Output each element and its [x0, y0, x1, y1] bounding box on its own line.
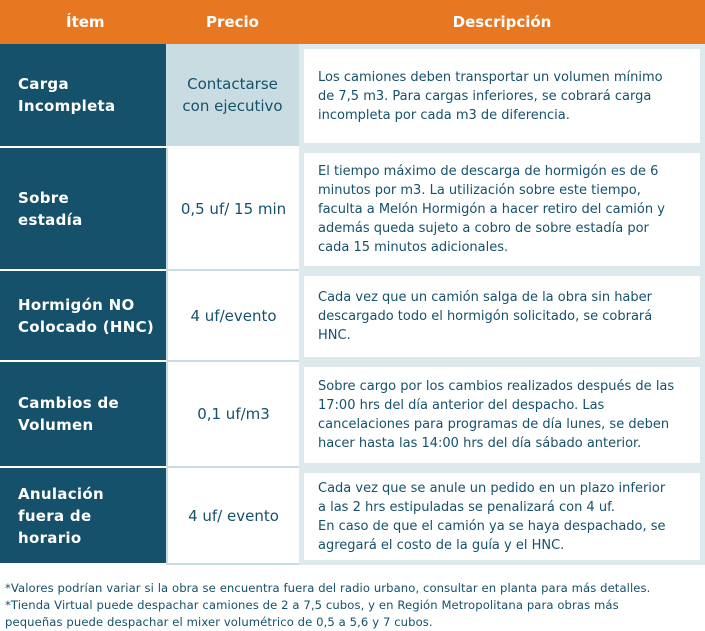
row-price-sobre-estadia: 0,5 uf/ 15 min: [166, 148, 299, 271]
row-description-sobre-estadia: El tiempo máximo de descarga de hormigón es de 6 minutos por m3. La utilización sobre este tiempo, faculta a Melón Hormigón a hacer retiro del camión y además queda sujeto a cobro de sobre estadía por cada 15 minutos adicionales.: [299, 148, 705, 271]
row-item-carga-incompleta: Carga Incompleta: [0, 44, 166, 148]
row-price-cambios-de-volumen: 0,1 uf/m3: [166, 362, 299, 468]
row-item-cambios-de-volumen: Cambios de Volumen: [0, 362, 166, 468]
row-description-cambios-de-volumen: Sobre cargo por los cambios realizados después de las 17:00 hrs del día anterior del despacho. Las cancelaciones para programas de día lunes, se deben hacer hasta las 14:00 hrs del día sábado anterior.: [299, 362, 705, 468]
header-description: Descripción: [299, 0, 705, 44]
footnote-2: *Tienda Virtual puede despachar camiones de 2 a 7,5 cubos, y en Región Metropolitana para obras más pequeñas puede despachar el mixer volumétrico de 0,5 a 5,6 y 7 cubos.: [5, 598, 619, 629]
row-item-sobre-estadia: Sobre estadía: [0, 148, 166, 271]
footnote-1: *Valores podrían variar si la obra se encuentra fuera del radio urbano, consultar en planta para más detalles.: [5, 581, 651, 595]
row-description-carga-incompleta: Los camiones deben transportar un volumen mínimo de 7,5 m3. Para cargas inferiores, se cobrará carga incompleta por cada m3 de diferencia.: [299, 44, 705, 148]
row-item-hormigon-no-colocado: Hormigón NO Colocado (HNC): [0, 271, 166, 362]
row-price-anulacion: 4 uf/ evento: [166, 468, 299, 565]
header-price: Precio: [166, 0, 299, 44]
row-description-hormigon-no-colocado: Cada vez que un camión salga de la obra sin haber descargado todo el hormigón solicitado, se cobrará HNC.: [299, 271, 705, 362]
row-item-anulacion: Anulación fuera de horario: [0, 468, 166, 565]
row-description-anulacion: Cada vez que se anule un pedido en un plazo inferior a las 2 hrs estipuladas se penalizará con 4 uf. En caso de que el camión ya se haya despachado, se agregará el costo de la guía y el HNC.: [299, 468, 705, 565]
row-price-hormigon-no-colocado: 4 uf/evento: [166, 271, 299, 362]
footnotes: [5, 580, 705, 631]
row-price-carga-incompleta: Contactarse con ejecutivo: [166, 44, 299, 148]
header-item: Ítem: [0, 0, 166, 44]
